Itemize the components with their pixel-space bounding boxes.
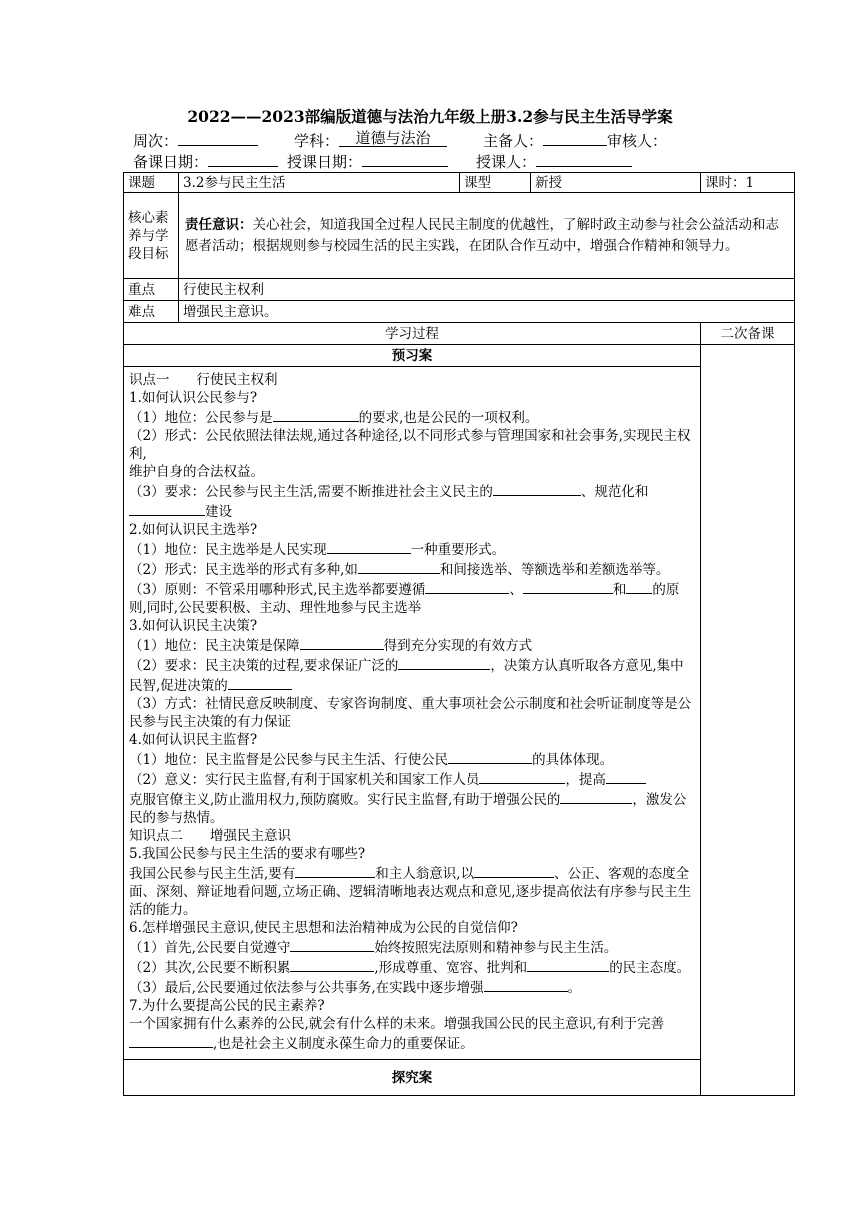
line: （2）其次,公民要不断积累 (129, 960, 291, 976)
lesson-table (123, 172, 795, 1096)
week-blank[interactable] (178, 130, 258, 146)
line: ,也是社会主义制度永葆生命力的重要保证。 (213, 1036, 474, 1052)
second-prep-label: 二次备课 (701, 323, 795, 345)
answer-blank[interactable] (493, 481, 581, 496)
line: （1）地位：公民参与是 (129, 410, 273, 426)
teach-date-label: 授课日期： (287, 153, 363, 171)
answer-blank[interactable] (273, 407, 359, 422)
line: 5.我国公民参与民主生活的要求有哪些? (129, 846, 366, 862)
answer-blank[interactable] (560, 789, 632, 804)
hours-value: 课时：1 (701, 173, 795, 193)
line: 和间接选举、等额选举和差额选举等。 (439, 562, 670, 578)
process-row (124, 323, 795, 345)
answer-blank[interactable] (474, 863, 554, 878)
line: （3）方式：社情民意反映制度、专家咨询制度、重大事项社会公示制度和社会听证制度等是公民参与民主决策的有力保证 (129, 696, 692, 730)
line: 的原则,同时,公民要积极、主动、理性地参与民主选举 (129, 582, 680, 616)
explore-row (124, 1060, 795, 1096)
answer-blank[interactable] (228, 675, 292, 690)
answer-blank[interactable] (295, 863, 375, 878)
core-label: 核心素养与学段目标 (124, 193, 179, 279)
line: 一个国家拥有什么素养的公民,就会有什么样的未来。增强我国公民的民主意识,有利于完善 (129, 1016, 665, 1032)
line: （3）最后,公民要通过依法参与公共事务,在实践中逐步增强 (129, 980, 484, 996)
topic-label: 课题 (124, 173, 179, 193)
header-row-1 (133, 130, 667, 151)
answer-blank[interactable] (523, 579, 613, 594)
answer-blank[interactable] (290, 937, 374, 952)
difficult-value: 增强民主意识。 (179, 301, 795, 323)
difficult-row (124, 301, 795, 323)
explore-label: 探究案 (124, 1060, 701, 1096)
line: 和 (612, 582, 627, 598)
key-value: 行使民主权利 (179, 279, 795, 301)
line: ， (490, 658, 504, 674)
preview-content-row (124, 367, 795, 1060)
answer-blank[interactable] (626, 579, 652, 594)
subject-text: 道德与法治 (355, 129, 431, 147)
week-label: 周次： (133, 132, 179, 150)
line: 、公正、客观的态度全面、深刻、辩证地看问题,立场正确、逻辑清晰地表达观点和意见,逐步提高依法有序参与民主生活的能力。 (129, 866, 692, 918)
line: 2.如何认识民主选举? (129, 522, 258, 538)
preparer-label: 主备人： (483, 132, 544, 150)
preview-content (124, 367, 701, 1060)
line: ，激发公民的参与热情。 (129, 792, 687, 826)
core-text: 关心社会，知道我国全过程人民民主制度的优越性，了解时政主动参与社会公益活动和志愿者活动；根据规则参与校园生活的民主实践，在团队合作互动中，增强合作精神和领导力。 (185, 216, 779, 254)
topic-row (124, 173, 795, 193)
answer-blank[interactable] (290, 957, 374, 972)
line: 的民主态度。 (609, 960, 691, 976)
line: 6.怎样增强民主意识,使民主思想和法治精神成为公民的自觉信仰? (129, 920, 518, 936)
answer-blank[interactable] (358, 559, 440, 574)
reviewer-label: 审核人： (607, 132, 668, 150)
subject-label: 学科： (294, 132, 340, 150)
line: ，提高 (565, 772, 606, 788)
core-strong: 责任意识： (185, 216, 253, 233)
line: 、规范化和 (580, 484, 649, 500)
answer-blank[interactable] (448, 749, 532, 764)
line: 4.如何认识民主监督? (129, 732, 258, 748)
line: 得到充分实现的有效方式 (383, 638, 533, 654)
answer-blank[interactable] (425, 579, 509, 594)
line: 知识点二 增强民主意识 (129, 828, 291, 844)
line: （1）地位：民主决策是保障 (129, 638, 300, 654)
line: 、 (509, 582, 523, 598)
prep-date-label: 备课日期： (133, 153, 209, 171)
line: 决策方认真听取各方意见,集中民智,促进决策的 (129, 658, 684, 694)
teacher-blank[interactable] (536, 151, 632, 167)
line: 7.为什么要提高公民的民主素养? (129, 998, 325, 1014)
core-row (124, 193, 795, 279)
difficult-label: 难点 (124, 301, 179, 323)
line: 。 (567, 980, 582, 996)
line: ,形成尊重、宽容、批判和 (374, 960, 528, 976)
line: （2）要求：民主决策的过程,要求保证广泛的 (129, 658, 399, 674)
preview-row (124, 345, 795, 367)
process-label: 学习过程 (124, 323, 701, 345)
answer-blank[interactable] (527, 957, 609, 972)
answer-blank[interactable] (606, 769, 646, 784)
line: 克服官僚主义,防止滥用权力,预防腐败。实行民主监督,有助于增强公民的 (129, 792, 561, 808)
line: 识点一 行使民主权利 (129, 372, 278, 388)
topic-value: 3.2参与民主生活 (179, 173, 460, 193)
second-prep-column (701, 345, 795, 1096)
key-label: 重点 (124, 279, 179, 301)
type-label: 课型 (460, 173, 531, 193)
answer-blank[interactable] (479, 769, 565, 784)
line: 我国公民参与民主生活,要有 (129, 866, 296, 882)
line: （3）原则：不管采用哪种形式,民主选举都要遵循 (129, 582, 426, 598)
answer-blank[interactable] (327, 539, 411, 554)
line: 建设 (205, 504, 232, 520)
answer-blank[interactable] (398, 655, 490, 670)
prep-date-blank[interactable] (208, 151, 278, 167)
line: （3）要求：公民参与民主生活,需要不断推进社会主义民主的 (129, 484, 493, 500)
core-content (179, 193, 795, 279)
type-value: 新授 (531, 173, 701, 193)
line: 3.如何认识民主决策? (129, 618, 258, 634)
line: 的要求,也是公民的一项权利。 (358, 410, 539, 426)
line: 和主人翁意识,以 (375, 866, 475, 882)
teacher-label: 授课人： (476, 153, 537, 171)
line: 的具体体现。 (532, 752, 614, 768)
subject-value (339, 131, 447, 147)
line: （2）意义：实行民主监督,有利于国家机关和国家工作人员 (129, 772, 480, 788)
line: （2）形式：民主选举的形式有多种,如 (129, 562, 358, 578)
line: （1）首先,公民要自觉遵守 (129, 940, 291, 956)
preparer-blank[interactable] (543, 130, 607, 146)
line: （1）地位：民主选举是人民实现 (129, 542, 327, 558)
line: 维护自身的合法权益。 (129, 464, 264, 480)
teach-date-blank[interactable] (362, 151, 448, 167)
answer-blank[interactable] (484, 977, 568, 992)
preview-label: 预习案 (124, 345, 701, 367)
line: （1）地位：民主监督是公民参与民主生活、行使公民 (129, 752, 449, 768)
answer-blank[interactable] (300, 635, 384, 650)
line: 1.如何认识公民参与? (129, 390, 258, 406)
line: 始终按照宪法原则和精神参与民主生活。 (374, 940, 618, 956)
document-title: 2022——2023部编版道德与法治九年级上册3.2参与民主生活导学案 (187, 107, 673, 126)
answer-blank[interactable] (129, 501, 205, 516)
line: 一种重要形式。 (410, 542, 506, 558)
header-row-2 (133, 151, 632, 172)
key-row (124, 279, 795, 301)
answer-blank[interactable] (129, 1033, 213, 1048)
line: （2）形式：公民依照法律法规,通过各种途径,以不同形式参与管理国家和社会事务,实现民主权利, (129, 428, 691, 462)
